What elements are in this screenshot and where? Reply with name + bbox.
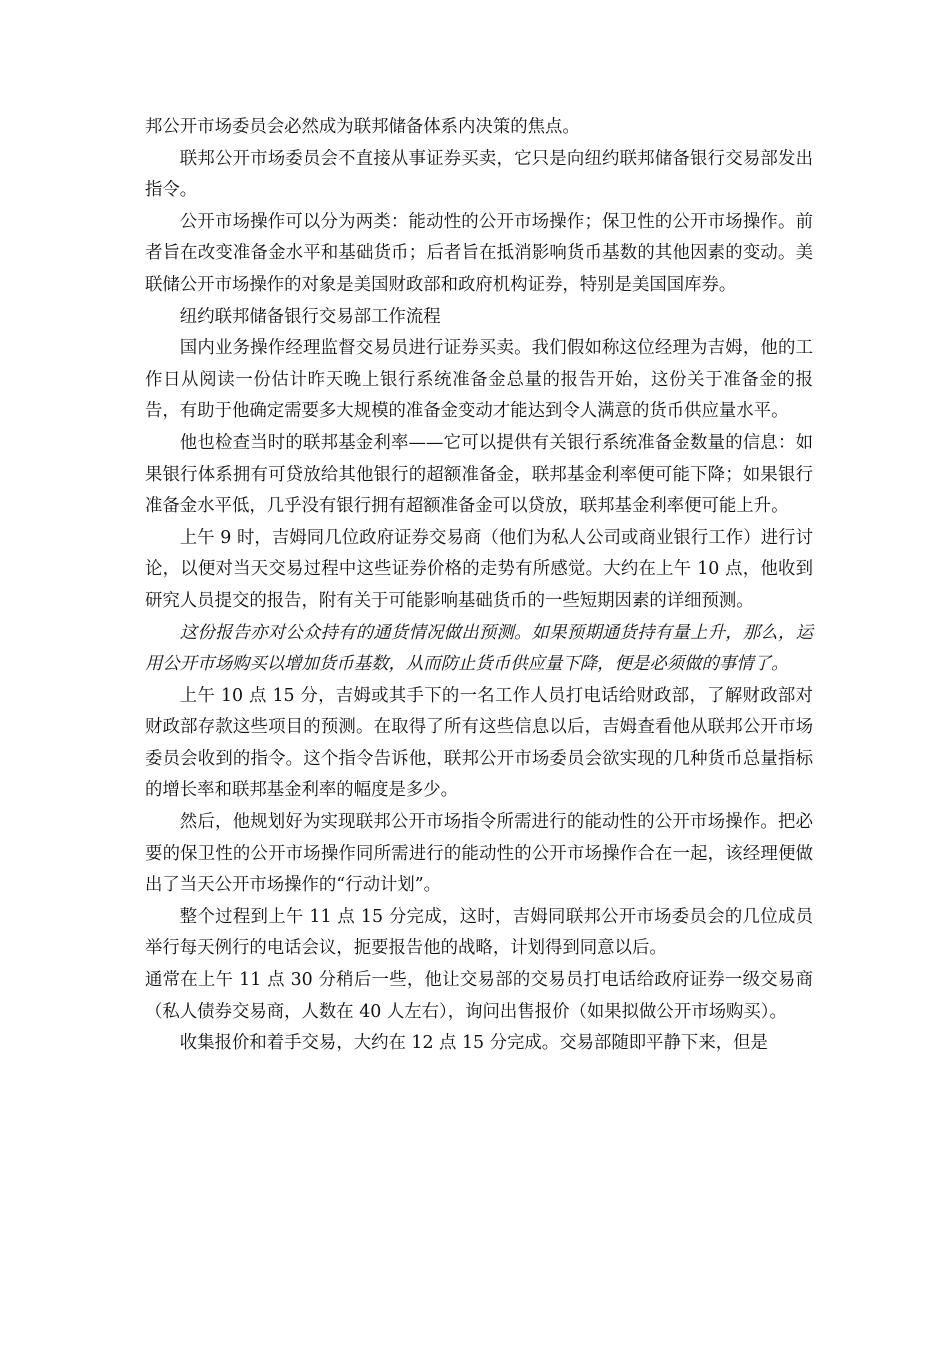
- paragraph-conference-call: 整个过程到上午 11 点 15 分完成，这时，吉姆同联邦公开市场委员会的几位成员举行每天例行的电话会议，扼要报告他的战略，计划得到同意以后。: [145, 906, 813, 959]
- paragraph-fed-funds-rate: 他也检查当时的联邦基金利率——它可以提供有关银行系统准备金数量的信息：如果银行体系拥有可贷放给其他银行的超额准备金，联邦基金利率便可能下降；如果银行准备金水平低，几乎没有银行拥有超额准备金可以贷放，联邦基金利率便可能上升。: [145, 432, 813, 517]
- paragraph-dealer-quotes: 通常在上午 11 点 30 分稍后一些，他让交易部的交易员打电话给政府证券一级交易商（私人债券交易商，人数在 40 人左右），询问出售报价（如果拟做公开市场购买）。: [145, 970, 813, 1022]
- paragraph-operations-manager: 国内业务操作经理监督交易员进行证券买卖。我们假如称这位经理为吉姆，他的工作日从阅读一份估计昨天晚上银行系统准备金总量的报告开始，这份关于准备金的报告，有助于他确定需要多大规模的准备金变动才能达到令人满意的货币供应量水平。: [145, 338, 813, 422]
- paragraph-open-market-types: 公开市场操作可以分为两类：能动性的公开市场操作；保卫性的公开市场操作。前者旨在改变准备金水平和基础货币；后者旨在抵消影响货币基数的其他因素的变动。美联储公开市场操作的对象是美国财政部和政府机构证券，特别是美国国库券。: [145, 211, 813, 295]
- paragraph-trading-complete: 收集报价和着手交易，大约在 12 点 15 分完成。交易部随即平静下来，但是: [179, 1033, 768, 1054]
- paragraph-treasury-call: 上午 10 点 15 分，吉姆或其手下的一名工作人员打电话给财政部，了解财政部对财政部存款这些项目的预测。在取得了所有这些信息以后，吉姆查看他从联邦公开市场委员会收到的指令。这个指令告诉他，联邦公开市场委员会欲实现的几种货币总量指标的增长率和联邦基金利率的幅度是多少。: [145, 685, 813, 801]
- document-body: [145, 112, 813, 1060]
- paragraph-morning-discussion: 上午 9 时，吉姆同几位政府证券交易商（他们为私人公司或商业银行工作）进行讨论，以便对当天交易过程中这些证券价格的走势有所感觉。大约在上午 10 点，他收到研究人员提交的报告，附有关于可能影响基础货币的一些短期因素的详细预测。: [145, 527, 813, 611]
- paragraph-currency-forecast: 这份报告亦对公众持有的通货情况做出预测。如果预期通货持有量上升，那么，运用公开市场购买以增加货币基数，从而防止货币供应量下降，便是必须做的事情了。: [145, 622, 813, 675]
- section-heading-trading-desk: 纽约联邦储备银行交易部工作流程: [179, 306, 441, 327]
- paragraph-fomc-directive: 联邦公开市场委员会不直接从事证券买卖，它只是向纽约联邦储备银行交易部发出指令。: [145, 148, 813, 201]
- paragraph-action-plan: 然后，他规划好为实现联邦公开市场指令所需进行的能动性的公开市场操作。把必要的保卫性的公开市场操作同所需进行的能动性的公开市场操作合在一起，该经理便做出了当天公开市场操作的“行动计划”。: [145, 812, 813, 896]
- paragraph-continuation: 邦公开市场委员会必然成为联邦储备体系内决策的焦点。: [145, 117, 580, 137]
